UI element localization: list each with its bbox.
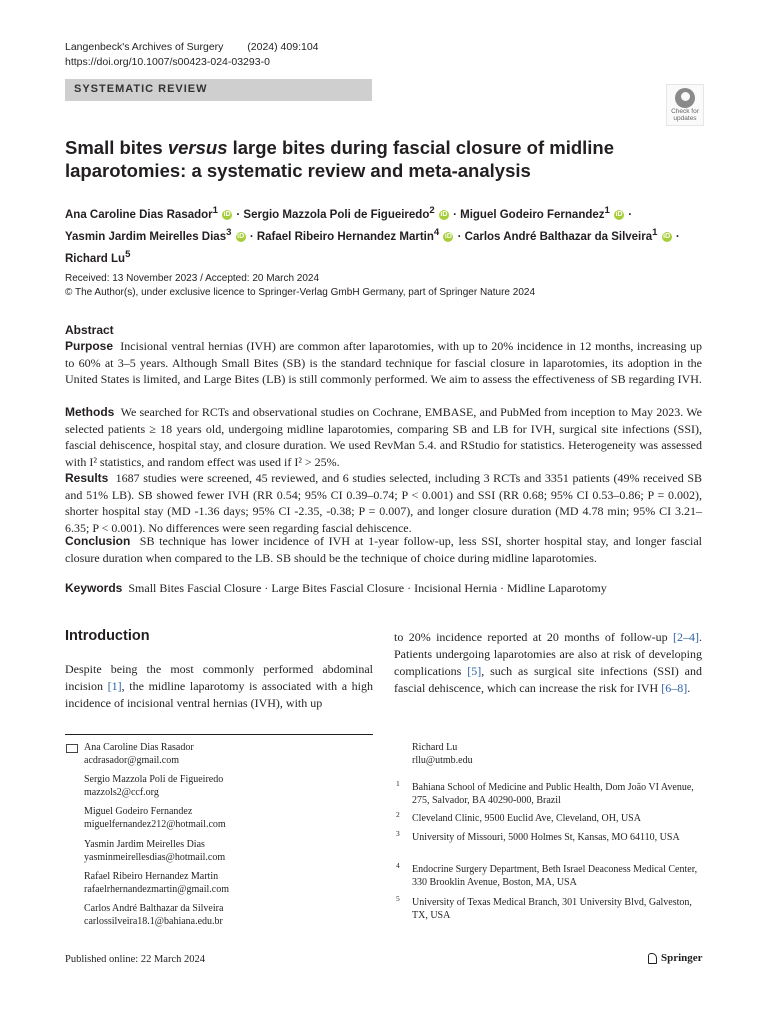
keywords: Keywords Small Bites Fascial Closure · Large Bites Fascial Closure · Incisional Hernia · Midline Laparotomy bbox=[65, 581, 607, 595]
email-link[interactable]: miguelfernandez212@hotmail.com bbox=[84, 819, 226, 830]
abstract-conclusion: Conclusion SB technique has lower incidence of IVH at 1-year follow-up, less SSI, shorter hospital stay, and longer fascial closure duration when compared to the LB. SB should be the technique of choice during midline laparotomies. bbox=[65, 534, 702, 565]
email-link[interactable]: carlossilveira18.1@bahiana.edu.br bbox=[84, 916, 223, 927]
email-link[interactable]: rafaelrhernandezmartin@gmail.com bbox=[84, 884, 229, 895]
author-name[interactable]: Sergio Mazzola Poli de Figueiredo bbox=[243, 208, 430, 221]
affiliation-number: 1 bbox=[396, 779, 400, 788]
envelope-icon bbox=[66, 744, 78, 753]
author-list: Ana Caroline Dias Rasador$^1$ iD · Sergio Mazzola Poli de Figueiredo$^2$ iD · Miguel Godeiro Fernandez$^1$ iD · Yasmin Jardim Meirelles Dias$^3$ iD · Rafael Ribeiro Hernandez Martin$^4$ iD · Carlos André Balthazar da Silveira$^1$ iD · Richard Lu$^5$ bbox=[65, 205, 680, 265]
abstract-results: Results 1687 studies were screened, 45 reviewed, and 6 studies selected, including 3 RCTs and 3351 patients (49% received SB and 51% LB). SB showed fewer IVH (RR 0.54; 95% CI 0.39–0.74; P < 0.001) and SSI (RR 0.68; 95% CI 0.53–0.86; P = 0.002), shorter hospital stay (MD -1.36 days; 95% CI -2.35, -0.38; P = 0.007), and longer closure duration (MD 4.78 min; 95% CI 3.21–6.35; P < 0.001). No differences were seen regarding fascial dehiscence. bbox=[65, 471, 702, 535]
article-title: Small bites versus large bites during fascial closure of midline laparotomies: a systematic review and meta-analysis bbox=[65, 137, 615, 181]
contact-entry: Yasmin Jardim Meirelles Dias yasminmeirellesdias@hotmail.com bbox=[84, 839, 226, 863]
contact-entry: Carlos André Balthazar da Silveira carlossilveira18.1@bahiana.edu.br bbox=[84, 903, 224, 927]
abstract-heading: Abstract bbox=[65, 323, 114, 337]
journal-name: Langenbeck's Archives of Surgery bbox=[65, 41, 224, 53]
affiliation-number: 2 bbox=[396, 810, 400, 819]
article-type-band bbox=[65, 79, 372, 101]
intro-paragraph-right: to 20% incidence reported at 20 months of follow-up [2–4]. Patients undergoing laparotomies are also at risk of developing complications [5], such as surgical site infections (SSI) and fascial dehiscence, which can increase the risk for IVH [6–8]. bbox=[394, 630, 702, 695]
author-name[interactable]: Ana Caroline Dias Rasador bbox=[65, 208, 213, 221]
check-for-updates-icon bbox=[675, 88, 695, 108]
email-link[interactable]: rllu@utmb.edu bbox=[412, 755, 473, 766]
orcid-icon[interactable]: iD bbox=[615, 210, 623, 218]
publisher-logo: Springer bbox=[648, 952, 703, 964]
affiliation-number: 4 bbox=[396, 861, 400, 870]
citation-link[interactable]: [1] bbox=[107, 679, 122, 693]
affiliation: University of Missouri, 5000 Holmes St, Kansas, MO 64110, USA bbox=[412, 832, 680, 843]
email-link[interactable]: yasminmeirellesdias@hotmail.com bbox=[84, 852, 226, 863]
journal-citation bbox=[65, 41, 319, 53]
received-accepted-dates: Received: 13 November 2023 / Accepted: 20 March 2024 bbox=[65, 273, 320, 284]
orcid-icon[interactable]: iD bbox=[663, 232, 671, 240]
contact-entry: Miguel Godeiro Fernandez miguelfernandez212@hotmail.com bbox=[84, 806, 226, 830]
springer-horse-icon bbox=[648, 953, 657, 964]
orcid-icon[interactable]: iD bbox=[237, 232, 245, 240]
affiliation: University of Texas Medical Branch, 301 University Blvd, Galveston, TX, USA bbox=[412, 897, 692, 921]
author-name[interactable]: Yasmin Jardim Meirelles Dias bbox=[65, 230, 227, 243]
introduction-heading: Introduction bbox=[65, 628, 150, 644]
doi-link[interactable]: https://doi.org/10.1007/s00423-024-03293-0 bbox=[65, 56, 270, 68]
contact-entry: Ana Caroline Dias Rasador acdrasador@gmail.com bbox=[84, 742, 194, 766]
journal-volume: (2024) 409:104 bbox=[247, 41, 319, 53]
citation-link[interactable]: [5] bbox=[467, 664, 482, 678]
abstract-methods: Methods We searched for RCTs and observational studies on Cochrane, EMBASE, and PubMed from inception to May 2023. We selected patients ≥ 18 years old, undergoing midline laparotomies, comparing SB and LB for IVH, surgical site infections (SSI), fascial dehiscence, hospital stay, and closure duration. We used RevMan 5.4. and RStudio for statistics. Heterogeneity was assessed with I² statistics, and random effect was used if I² > 25%. bbox=[65, 405, 702, 469]
copyright-notice: © The Author(s), under exclusive licence to Springer-Verlag GmbH Germany, part of Springer Nature 2024 bbox=[65, 287, 535, 298]
contact-entry: Rafael Ribeiro Hernandez Martin rafaelrhernandezmartin@gmail.com bbox=[84, 871, 229, 895]
orcid-icon[interactable]: iD bbox=[440, 210, 448, 218]
citation-link[interactable]: [2–4] bbox=[673, 630, 699, 644]
check-for-updates-badge[interactable]: Check for updates bbox=[666, 84, 704, 126]
affiliation-number: 3 bbox=[396, 829, 400, 838]
affiliation: Bahiana School of Medicine and Public Health, Dom João VI Avenue, 275, Salvador, BA 40290-000, Brazil bbox=[412, 782, 694, 806]
footnote-divider bbox=[65, 734, 373, 735]
affiliation: Endocrine Surgery Department, Beth Israel Deaconess Medical Center, 330 Brooklin Avenue, Boston, MA, USA bbox=[412, 864, 698, 888]
intro-paragraph-left: Despite being the most commonly performed abdominal incision [1], the midline laparotomy is associated with a high incidence of incisional ventral hernias (IVH), with up bbox=[65, 662, 373, 710]
citation-link[interactable]: [6–8] bbox=[661, 681, 688, 695]
author-name[interactable]: Richard Lu bbox=[65, 252, 126, 265]
affiliation-number: 5 bbox=[396, 894, 400, 903]
author-name[interactable]: Rafael Ribeiro Hernandez Martin bbox=[256, 230, 434, 243]
author-name[interactable]: Carlos André Balthazar da Silveira bbox=[464, 230, 653, 243]
abstract-purpose: Purpose Incisional ventral hernias (IVH) are common after laparotomies, with up to 20% incidence in 12 months, increasing up to 60% at 3–5 years. Although Small Bites (SB) is the standard technique for fascial closure in laparotomies, its adoption in the United States is limited, and Large Bites (LB) is still commonly performed. We aim to assess the effectiveness of SB regarding IVH. bbox=[65, 339, 702, 386]
published-online-date: Published online: 22 March 2024 bbox=[65, 954, 205, 965]
email-link[interactable]: acdrasador@gmail.com bbox=[84, 755, 180, 766]
article-type: SYSTEMATIC REVIEW bbox=[74, 83, 208, 95]
orcid-icon[interactable]: iD bbox=[223, 210, 231, 218]
author-name[interactable]: Miguel Godeiro Fernandez bbox=[460, 208, 605, 221]
orcid-icon[interactable]: iD bbox=[444, 232, 452, 240]
email-link[interactable]: mazzols2@ccf.org bbox=[84, 787, 159, 798]
contact-entry: Sergio Mazzola Poli de Figueiredo mazzols2@ccf.org bbox=[84, 774, 224, 798]
affiliation: Cleveland Clinic, 9500 Euclid Ave, Cleveland, OH, USA bbox=[412, 813, 641, 824]
contact-entry: Richard Lu rllu@utmb.edu bbox=[412, 742, 473, 766]
